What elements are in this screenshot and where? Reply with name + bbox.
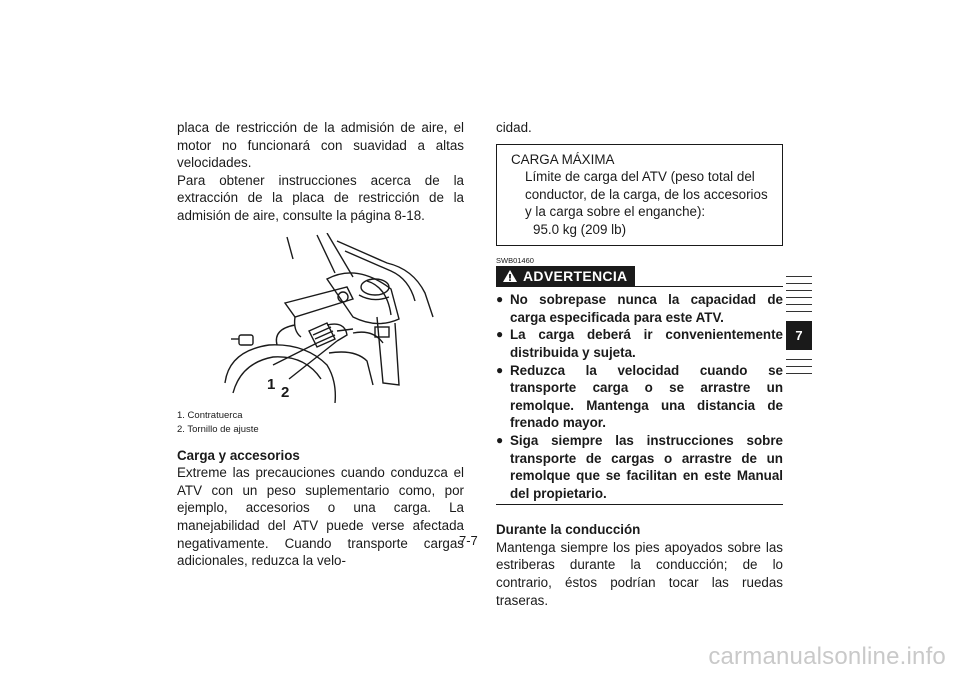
watermark: carmanualsonline.info	[708, 643, 946, 670]
warning-item: ● Siga siempre las instrucciones sobre transporte de cargas o arrastre de un remolque que se facilitan en este Manual del propietario.	[496, 432, 783, 501]
chapter-tab: 7	[786, 321, 812, 350]
right-column	[496, 119, 783, 609]
caption-contratuerca: 1. Contratuerca	[177, 409, 243, 421]
warning-badge	[496, 266, 635, 288]
warning-label: ADVERTENCIA	[523, 267, 628, 284]
warning-code: SWB01460	[496, 255, 534, 265]
callout-1: 1	[267, 375, 276, 393]
throttle-stop-screw-drawing	[177, 233, 464, 403]
left-column	[177, 119, 464, 570]
continuation-text: cidad.	[496, 120, 532, 135]
bullet-icon: ●	[496, 362, 504, 377]
max-load-description: Límite de carga del ATV (peso total del conductor, de la carga, de los accesorios y la carga sobre el enganche):	[525, 169, 768, 220]
warning-header-rule	[635, 286, 783, 287]
bullet-icon: ●	[496, 292, 504, 307]
warning-item: ● Reduzca la velocidad cuando se transporte carga o se arrastre un remolque. Mantenga una distancia de frenado mayor.	[496, 362, 783, 431]
warning-triangle-icon	[502, 269, 518, 283]
page-number: 7-7	[459, 533, 478, 548]
warning-item: ● No sobrepase nunca la capacidad de carga especificada para este ATV.	[496, 292, 783, 325]
max-load-value: 95.0 kg (209 lb)	[533, 221, 627, 237]
callout-2: 2	[281, 383, 290, 401]
bullet-icon: ●	[496, 327, 504, 342]
intro-paragraph: placa de restricción de la admisión de aire, el motor no funcionará con suavidad a altas velocidades.	[177, 120, 464, 171]
max-load-box	[496, 144, 783, 246]
caption-tornillo: 2. Tornillo de ajuste	[177, 423, 259, 435]
warning-item: ● La carga deberá ir convenientemente distribuida y sujeta.	[496, 327, 783, 360]
bullet-icon: ●	[496, 432, 504, 447]
warning-header	[496, 266, 783, 288]
warning-list	[496, 291, 783, 502]
figure-captions	[177, 409, 464, 437]
intro-paragraph-2: Para obtener instrucciones acerca de la extracción de la placa de restricción de la admisión de aire, consulte la página 8-18.	[177, 172, 464, 223]
adjuster-illustration	[177, 233, 464, 403]
carga-paragraph: Extreme las precauciones cuando conduzca el ATV con un peso suplementario como, por ejemplo, accesorios o una carga. La manejabilidad del ATV puede verse afectada negativamente. Cuando transporte cargas adicionales, reduzca la velo-	[177, 465, 464, 569]
heading-durante-conduccion: Durante la conducción	[496, 522, 641, 538]
conduccion-paragraph: Mantenga siempre los pies apoyados sobre las estriberas durante la conducción; de lo contrario, éstos podrían tocar las ruedas traseras.	[496, 539, 783, 608]
heading-carga-accesorios: Carga y accesorios	[177, 447, 300, 463]
max-load-title: CARGA MÁXIMA	[511, 151, 615, 167]
